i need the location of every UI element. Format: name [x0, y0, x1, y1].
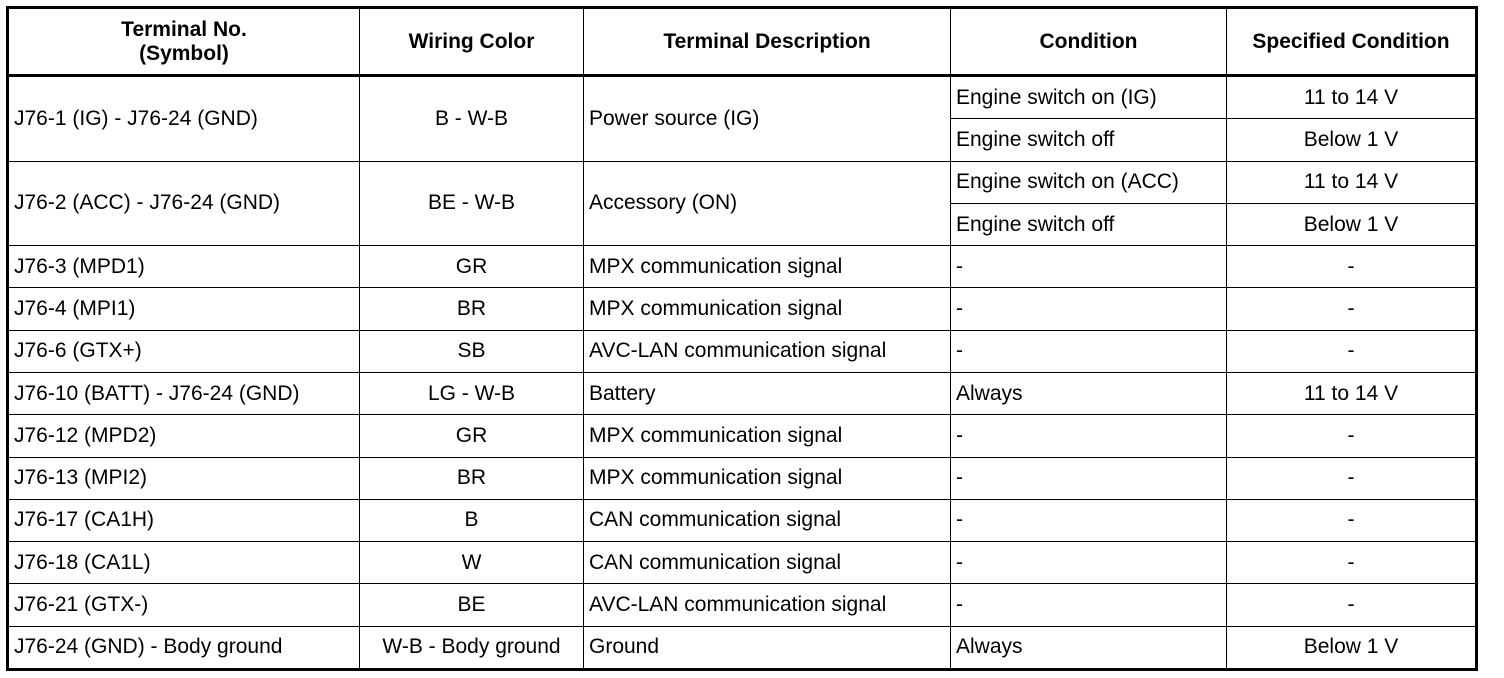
- specified-condition-cell: -: [1227, 246, 1477, 288]
- table-body: [8, 76, 1477, 670]
- description-cell: CAN communication signal: [584, 542, 951, 584]
- wiring-color-cell: GR: [360, 415, 584, 457]
- condition-cell: -: [951, 246, 1227, 288]
- header-row: [8, 8, 1477, 76]
- header-description: Terminal Description: [584, 8, 951, 76]
- condition-cell: -: [951, 415, 1227, 457]
- table-row: [8, 499, 1477, 541]
- condition-cell: -: [951, 330, 1227, 372]
- terminal-cell: J76-17 (CA1H): [8, 499, 360, 541]
- specified-condition-cell: -: [1227, 584, 1477, 626]
- table-row: [8, 457, 1477, 499]
- header-specified: Specified Condition: [1227, 8, 1477, 76]
- header-terminal-line2: (Symbol): [139, 41, 229, 65]
- condition-cell: -: [951, 542, 1227, 584]
- condition-cell: Engine switch on (ACC): [951, 161, 1227, 203]
- table-row: [8, 542, 1477, 584]
- condition-cell: -: [951, 499, 1227, 541]
- table-row: [8, 161, 1477, 203]
- specified-condition-cell: 11 to 14 V: [1227, 161, 1477, 203]
- table-row: [8, 373, 1477, 415]
- terminal-cell: J76-21 (GTX-): [8, 584, 360, 626]
- table-row: [8, 626, 1477, 669]
- terminal-cell: J76-10 (BATT) - J76-24 (GND): [8, 373, 360, 415]
- table-row: [8, 415, 1477, 457]
- specified-condition-cell: 11 to 14 V: [1227, 373, 1477, 415]
- terminal-cell: J76-6 (GTX+): [8, 330, 360, 372]
- header-terminal-line1: Terminal No.: [121, 17, 247, 41]
- terminal-cell: J76-13 (MPI2): [8, 457, 360, 499]
- header-terminal: [8, 8, 360, 76]
- terminal-cell: J76-4 (MPI1): [8, 288, 360, 330]
- wiring-color-cell: LG - W-B: [360, 373, 584, 415]
- description-cell: CAN communication signal: [584, 499, 951, 541]
- specified-condition-cell: Below 1 V: [1227, 203, 1477, 245]
- wiring-color-cell: BR: [360, 288, 584, 330]
- specified-condition-cell: -: [1227, 457, 1477, 499]
- terminal-cell: J76-12 (MPD2): [8, 415, 360, 457]
- header-condition: Condition: [951, 8, 1227, 76]
- specified-condition-cell: -: [1227, 499, 1477, 541]
- specified-condition-cell: -: [1227, 288, 1477, 330]
- wiring-color-cell: B: [360, 499, 584, 541]
- description-cell: AVC-LAN communication signal: [584, 330, 951, 372]
- description-cell: Battery: [584, 373, 951, 415]
- specified-condition-cell: -: [1227, 415, 1477, 457]
- condition-cell: Engine switch off: [951, 119, 1227, 161]
- specified-condition-cell: Below 1 V: [1227, 119, 1477, 161]
- terminal-spec-table: [6, 6, 1478, 671]
- description-cell: MPX communication signal: [584, 457, 951, 499]
- description-cell: MPX communication signal: [584, 288, 951, 330]
- condition-cell: -: [951, 457, 1227, 499]
- description-cell: Ground: [584, 626, 951, 669]
- specified-condition-cell: -: [1227, 542, 1477, 584]
- table-row: [8, 584, 1477, 626]
- terminal-cell: J76-18 (CA1L): [8, 542, 360, 584]
- description-cell: MPX communication signal: [584, 246, 951, 288]
- terminal-cell: J76-24 (GND) - Body ground: [8, 626, 360, 669]
- wiring-color-cell: W-B - Body ground: [360, 626, 584, 669]
- wiring-color-cell: B - W-B: [360, 76, 584, 162]
- table-row: [8, 288, 1477, 330]
- description-cell: Power source (IG): [584, 76, 951, 162]
- wiring-color-cell: GR: [360, 246, 584, 288]
- header-wiring: Wiring Color: [360, 8, 584, 76]
- specified-condition-cell: 11 to 14 V: [1227, 76, 1477, 119]
- condition-cell: Always: [951, 626, 1227, 669]
- wiring-color-cell: BR: [360, 457, 584, 499]
- wiring-color-cell: SB: [360, 330, 584, 372]
- condition-cell: Engine switch off: [951, 203, 1227, 245]
- description-cell: MPX communication signal: [584, 415, 951, 457]
- condition-cell: -: [951, 584, 1227, 626]
- wiring-color-cell: BE - W-B: [360, 161, 584, 246]
- terminal-cell: J76-3 (MPD1): [8, 246, 360, 288]
- specified-condition-cell: -: [1227, 330, 1477, 372]
- terminal-cell: J76-2 (ACC) - J76-24 (GND): [8, 161, 360, 246]
- table-header: [8, 8, 1477, 76]
- wiring-color-cell: BE: [360, 584, 584, 626]
- description-cell: Accessory (ON): [584, 161, 951, 246]
- wiring-color-cell: W: [360, 542, 584, 584]
- condition-cell: Engine switch on (IG): [951, 76, 1227, 119]
- specified-condition-cell: Below 1 V: [1227, 626, 1477, 669]
- table-row: [8, 76, 1477, 119]
- terminal-cell: J76-1 (IG) - J76-24 (GND): [8, 76, 360, 162]
- description-cell: AVC-LAN communication signal: [584, 584, 951, 626]
- condition-cell: -: [951, 288, 1227, 330]
- table-row: [8, 330, 1477, 372]
- table-row: [8, 246, 1477, 288]
- condition-cell: Always: [951, 373, 1227, 415]
